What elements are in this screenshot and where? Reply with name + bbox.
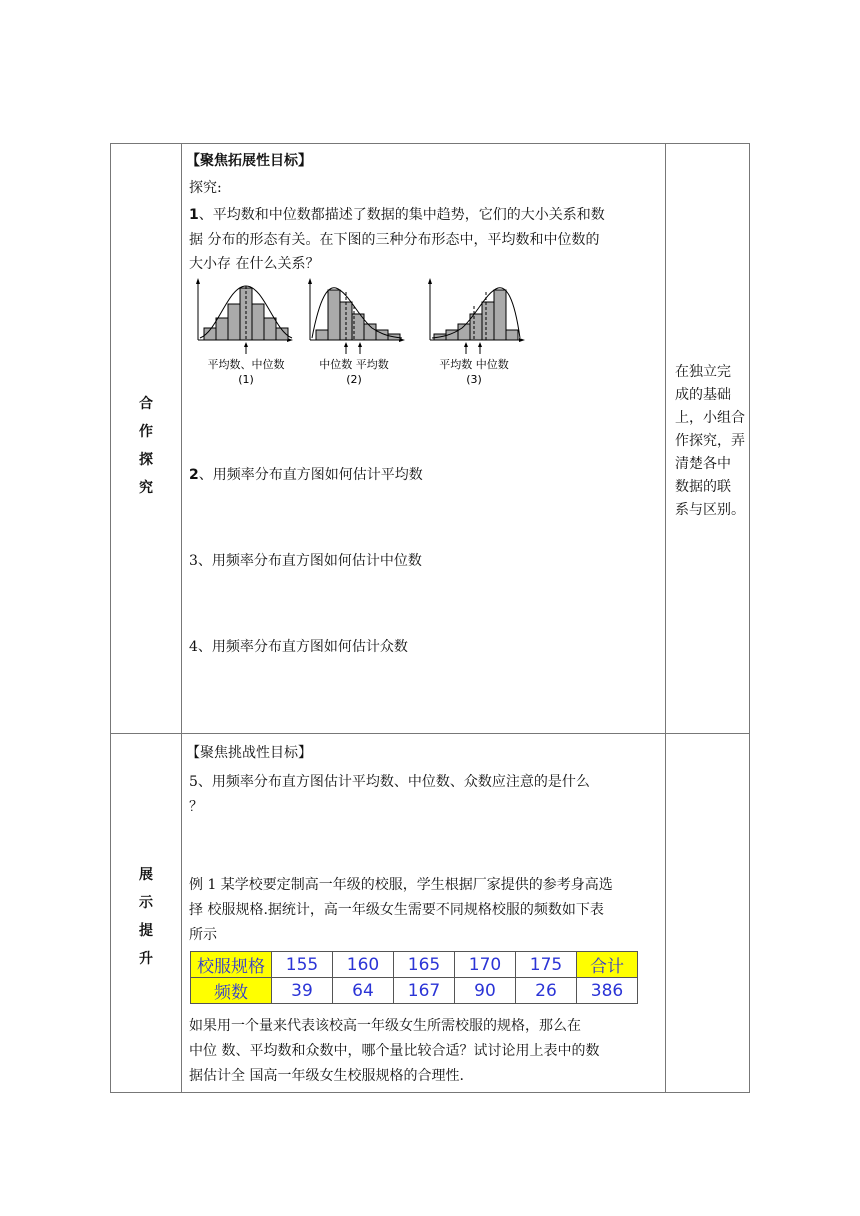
label-char: 展	[139, 867, 153, 883]
question-3: 3、用频率分布直方图如何估计中位数	[189, 553, 422, 569]
question-5-line-2: ？	[189, 799, 203, 815]
figure-caption: 平均数、中位数	[207, 358, 285, 371]
label-char: 探	[139, 452, 153, 468]
question-1-line-2: 据 分布的形态有关。在下图的三种分布形态中，平均数和中位数的	[189, 232, 600, 248]
explore-label: 探究:	[189, 180, 222, 196]
table-cell: 160	[333, 952, 394, 978]
histogram-left-skewed	[428, 278, 525, 386]
question-text: 、平均数和中位数都描述了数据的集中趋势，它们的大小关系和数	[198, 207, 605, 223]
example-line-3: 所示	[189, 927, 217, 943]
section-heading: 【聚焦挑战性目标】	[186, 745, 312, 761]
figure-caption: 中位数 平均数	[319, 358, 389, 371]
row-divider	[110, 733, 750, 734]
column-divider-left	[181, 143, 182, 1093]
table-header-cell: 频数	[191, 978, 272, 1004]
table-cell: 170	[455, 952, 516, 978]
label-char: 示	[139, 895, 153, 911]
table-cell: 386	[577, 978, 638, 1004]
table-cell-total: 合计	[577, 952, 638, 978]
label-char: 究	[139, 480, 153, 496]
table-cell: 165	[394, 952, 455, 978]
side-note-line: 上，小组合	[675, 410, 745, 426]
table-cell: 39	[272, 978, 333, 1004]
table-row	[191, 952, 638, 978]
question-5-line-1: 5、用频率分布直方图估计平均数、中位数、众数应注意的是什么	[189, 774, 590, 790]
table-row	[191, 978, 638, 1004]
histogram-right-skewed	[308, 278, 405, 386]
side-note-line: 系与区别。	[675, 502, 745, 518]
side-note-line: 成的基础	[675, 387, 731, 403]
side-note-line: 数据的联	[675, 479, 731, 495]
label-char: 升	[139, 951, 153, 967]
table-cell: 155	[272, 952, 333, 978]
tail-line-1: 如果用一个量来代表该校高一年级女生所需校服的规格，那么在	[189, 1018, 581, 1034]
uniform-size-table	[190, 951, 638, 1004]
question-1-line-1	[189, 204, 605, 224]
question-number: 2	[189, 467, 199, 483]
figure-index: (3)	[466, 373, 482, 386]
column-divider-right	[665, 143, 666, 1093]
table-cell: 167	[394, 978, 455, 1004]
table-cell: 64	[333, 978, 394, 1004]
question-text: 、用频率分布直方图如何估计平均数	[198, 467, 423, 483]
figure-index: (2)	[346, 373, 362, 386]
table-cell: 90	[455, 978, 516, 1004]
side-note-line: 清楚各中	[675, 456, 731, 472]
table-header-cell: 校服规格	[191, 952, 272, 978]
section-heading: 【聚焦拓展性目标】	[186, 153, 312, 169]
figure-index: (1)	[238, 373, 254, 386]
question-1-line-3: 大小存 在什么关系？	[189, 256, 320, 272]
label-char: 提	[139, 923, 153, 939]
table-cell: 26	[516, 978, 577, 1004]
label-char: 作	[139, 424, 153, 440]
distribution-figures	[188, 276, 528, 391]
figure-caption: 平均数 中位数	[439, 358, 509, 371]
question-4: 4、用频率分布直方图如何估计众数	[189, 639, 408, 655]
table-cell: 175	[516, 952, 577, 978]
side-note-line: 在独立完	[675, 364, 731, 380]
side-note-line: 作探究，弄	[675, 433, 745, 449]
label-char: 合	[139, 396, 153, 412]
tail-line-2: 中位 数、平均数和众数中，哪个量比较合适？试讨论用上表中的数	[189, 1043, 600, 1059]
question-2	[189, 464, 423, 484]
histogram-symmetric	[196, 278, 293, 386]
question-number: 1	[189, 207, 199, 223]
example-line-1: 例 1 某学校要定制高一年级的校服，学生根据厂家提供的参考身高选	[189, 877, 613, 893]
side-note	[675, 361, 747, 522]
example-line-2: 择 校服规格.据统计，高一年级女生需要不同规格校服的频数如下表	[189, 902, 604, 918]
tail-line-3: 据估计全 国高一年级女生校服规格的合理性.	[189, 1068, 464, 1084]
